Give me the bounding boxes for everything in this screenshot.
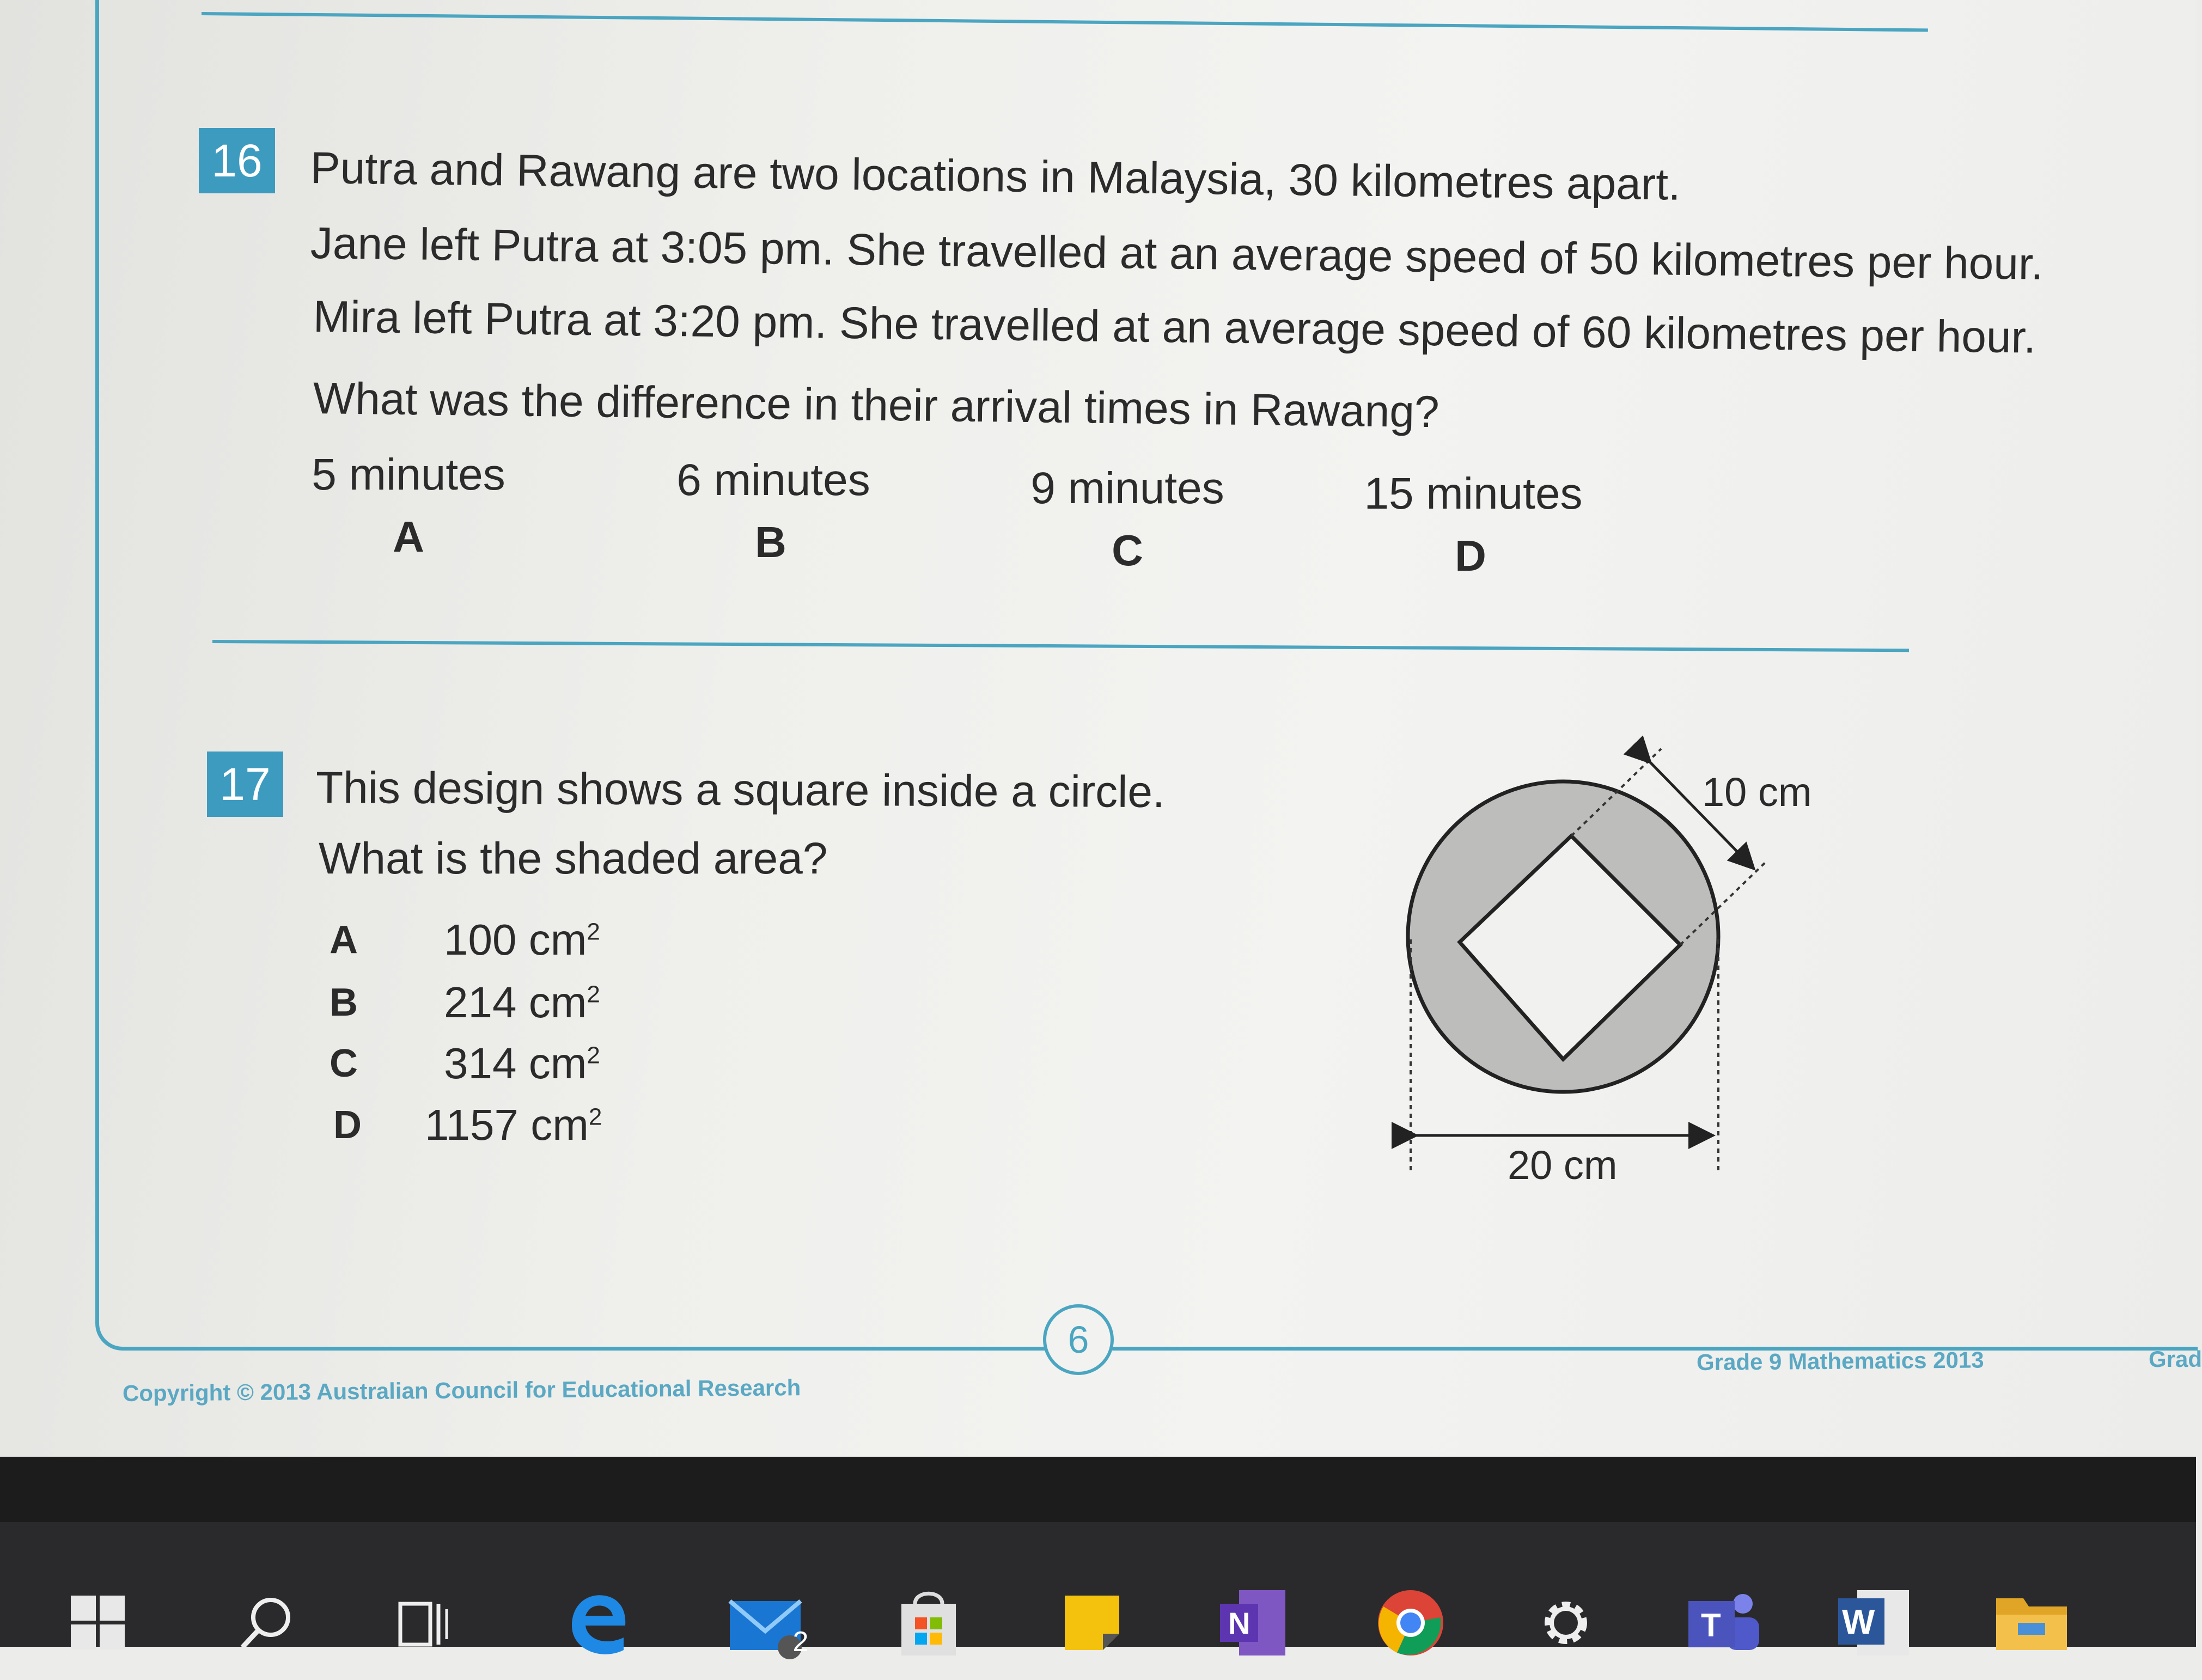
q17-option-d-letter[interactable]: D <box>333 1103 362 1147</box>
store-icon[interactable] <box>888 1582 969 1664</box>
mail-badge: 2 <box>792 1626 809 1658</box>
q16-option-b-value[interactable]: 6 minutes <box>676 455 870 505</box>
windows-start-icon[interactable] <box>57 1582 139 1664</box>
chrome-logo-icon <box>1375 1587 1446 1658</box>
sticky-note-icon <box>1059 1590 1125 1655</box>
folder-icon <box>1993 1590 2070 1655</box>
q17-option-d-sup: 2 <box>588 1103 602 1131</box>
file-explorer-icon[interactable] <box>1991 1582 2072 1664</box>
q16-line-1: Putra and Rawang are two locations in Malaysia, 30 kilometres apart. <box>310 143 1681 210</box>
question-number-16: 16 <box>199 128 275 193</box>
q16-option-a-letter[interactable]: A <box>393 512 424 561</box>
magnifier-icon <box>237 1593 297 1653</box>
word-icon[interactable] <box>1833 1582 1914 1664</box>
q17-option-b-sup: 2 <box>587 981 600 1008</box>
q16-option-c-value[interactable]: 9 minutes <box>1030 463 1224 513</box>
q16-line-2: Jane left Putra at 3:05 pm. She travelled at an average speed of 50 kilometres per hour. <box>310 218 2044 289</box>
word-w-icon <box>1835 1587 1912 1658</box>
q16-option-b-letter[interactable]: B <box>755 518 786 566</box>
diameter-label: 20 cm <box>1508 1143 1618 1188</box>
square-in-circle-diagram <box>1383 730 1830 1204</box>
task-view-icon[interactable] <box>384 1582 466 1664</box>
q16-line-3: Mira left Putra at 3:20 pm. She travelled at an average speed of 60 kilometres per hour. <box>313 292 2036 363</box>
shopping-bag-icon <box>893 1587 964 1658</box>
q17-option-b-text: 214 cm <box>444 978 587 1027</box>
doc-title-footer-cut: Grad <box>2149 1346 2202 1372</box>
q16-option-d-letter[interactable]: D <box>1455 532 1486 580</box>
q17-option-c-sup: 2 <box>587 1042 600 1069</box>
q17-line-2: What is the shaded area? <box>319 834 828 883</box>
settings-icon[interactable] <box>1525 1582 1607 1664</box>
onenote-icon[interactable] <box>1212 1582 1294 1664</box>
q17-option-c-letter[interactable]: C <box>330 1042 358 1085</box>
q17-option-a-sup: 2 <box>587 918 600 945</box>
teams-logo-icon <box>1686 1587 1762 1658</box>
svg-text:W: W <box>1842 1602 1875 1641</box>
monitor-bezel <box>0 1457 2196 1522</box>
question-number-17: 17 <box>207 752 283 817</box>
edge-icon[interactable] <box>556 1582 637 1664</box>
copyright-footer: Copyright © 2013 Australian Council for Educational Research <box>122 1374 801 1406</box>
q17-option-a-letter[interactable]: A <box>330 918 358 962</box>
q17-option-b-value[interactable] <box>444 978 600 1028</box>
q17-option-a-value[interactable] <box>444 915 600 965</box>
q17-option-a-text: 100 cm <box>444 915 587 964</box>
side-label: 10 cm <box>1702 769 1812 815</box>
q17-option-c-text: 314 cm <box>444 1039 587 1088</box>
onenote-n-icon <box>1217 1587 1288 1658</box>
teams-icon[interactable] <box>1683 1582 1765 1664</box>
q16-line-4: What was the difference in their arrival times in Rawang? <box>313 374 1440 437</box>
q17-option-d-value[interactable] <box>425 1100 602 1150</box>
windows-logo-icon <box>68 1593 128 1653</box>
edge-e-icon <box>561 1587 632 1658</box>
sticky-notes-icon[interactable] <box>1051 1582 1133 1664</box>
chrome-icon[interactable] <box>1370 1582 1451 1664</box>
q17-option-b-letter[interactable]: B <box>330 981 358 1024</box>
search-icon[interactable] <box>226 1582 308 1664</box>
q17-option-c-value[interactable] <box>444 1038 600 1089</box>
q16-option-c-letter[interactable]: C <box>1112 526 1143 575</box>
gear-icon <box>1533 1590 1599 1655</box>
doc-title-footer: Grade 9 Mathematics 2013 <box>1696 1347 1984 1375</box>
q17-option-d-text: 1157 cm <box>425 1101 589 1149</box>
task-view-glyph-icon <box>395 1593 455 1653</box>
svg-text:T: T <box>1701 1607 1721 1644</box>
page-number: 6 <box>1043 1304 1114 1375</box>
q16-option-d-value[interactable]: 15 minutes <box>1364 469 1583 518</box>
q17-line-1: This design shows a square inside a circle. <box>315 763 1165 817</box>
svg-text:N: N <box>1228 1606 1251 1640</box>
q16-option-a-value[interactable]: 5 minutes <box>312 450 505 499</box>
